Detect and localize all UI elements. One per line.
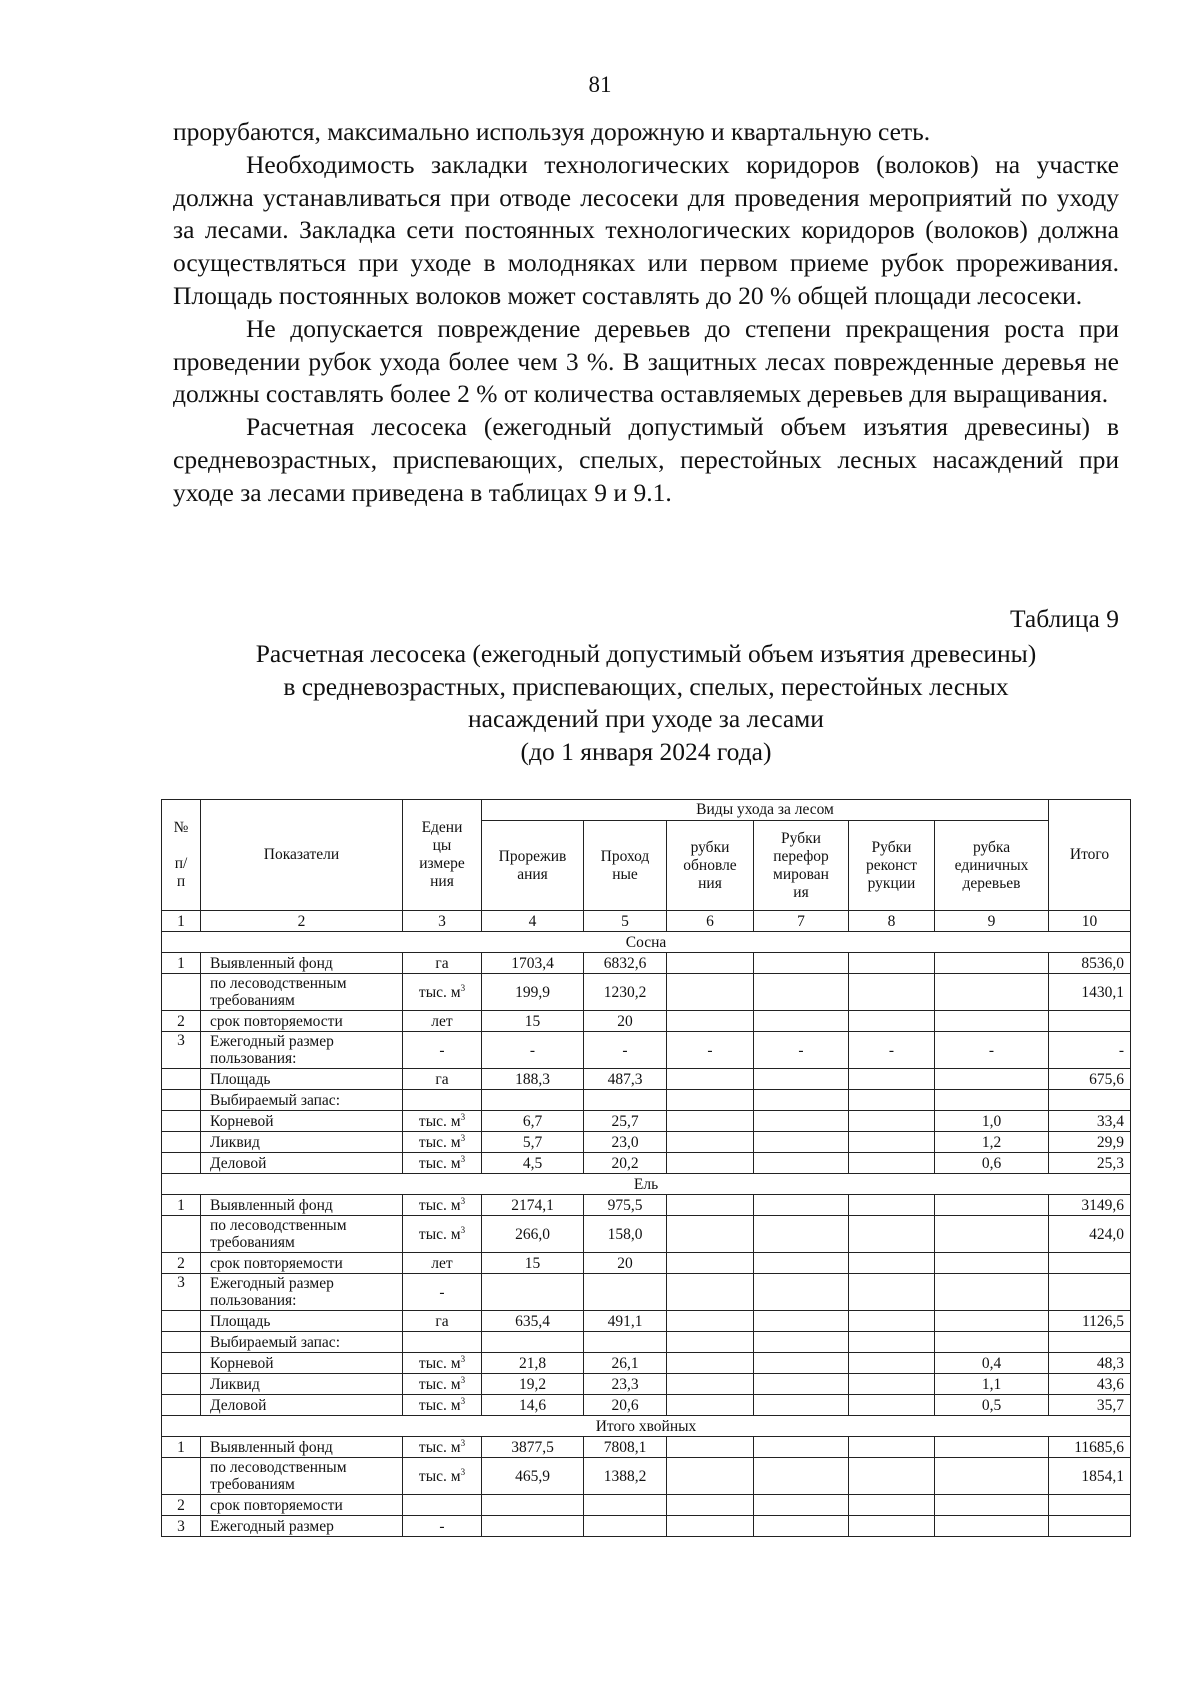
table-cell xyxy=(667,1195,754,1216)
table-cell xyxy=(849,1374,935,1395)
page-number: 81 xyxy=(588,72,612,97)
table-cell: га xyxy=(403,1311,482,1332)
paragraph: Расчетная лесосека (ежегодный допустимый объем изъятия древесины) в средневозрастных, приспевающих, спелых, перестойных лесных насаждений при уходе за лесами приведена в таблицах 9 и 9.1. xyxy=(173,412,1119,507)
table-cell: 19,2 xyxy=(482,1374,584,1395)
paragraph: Необходимость закладки технологических коридоров (волоков) на участке должна устанавливаться при отводе лесосеки для проведения мероприятий по уходу за лесами. Закладка сети постоянных технологических коридоров (волоков) должна осуществляться при уходе в молодняках или первом приеме рубок прореживания. Площадь постоянных волоков может составлять до 20 % общей площади лесосеки. xyxy=(173,149,1119,310)
table-cell xyxy=(403,1090,482,1111)
column-number: 1 xyxy=(162,911,201,932)
table-cell xyxy=(667,1132,754,1153)
table-row xyxy=(162,1032,1131,1069)
table-cell xyxy=(667,1311,754,1332)
table-cell xyxy=(849,1111,935,1132)
column-number: 8 xyxy=(849,911,935,932)
header-type-single-tree: рубка единичных деревьев xyxy=(935,821,1049,911)
header-group: Виды ухода за лесом xyxy=(482,800,1049,821)
table-cell xyxy=(1049,1274,1131,1311)
table-cell: тыс. $м^3$ xyxy=(403,1111,482,1132)
table-cell xyxy=(849,1458,935,1495)
table-cell: Корневой xyxy=(201,1111,403,1132)
table-cell xyxy=(482,1332,584,1353)
table-cell: тыс. $м^3$ xyxy=(403,1437,482,1458)
table-cell: Ежегодный размер xyxy=(201,1516,403,1537)
table-cell: 20,2 xyxy=(584,1153,667,1174)
table-cell: Деловой xyxy=(201,1395,403,1416)
table-cell xyxy=(849,1253,935,1274)
table-cell xyxy=(849,953,935,974)
data-table xyxy=(161,799,1131,1537)
paragraph: прорубаются, максимально используя дорожную и квартальную сеть. xyxy=(173,117,931,146)
table-row xyxy=(162,1253,1131,1274)
table-cell xyxy=(935,1253,1049,1274)
table-cell xyxy=(754,974,849,1011)
table-cell xyxy=(162,1090,201,1111)
table-cell xyxy=(1049,1090,1131,1111)
table-cell: 1 xyxy=(162,1195,201,1216)
table-cell xyxy=(849,1069,935,1090)
table-cell xyxy=(162,1153,201,1174)
table-cell: тыс. $м^3$ xyxy=(403,1395,482,1416)
table-cell xyxy=(754,1458,849,1495)
table-cell: срок повторяемости xyxy=(201,1253,403,1274)
table-cell xyxy=(849,1274,935,1311)
table-cell xyxy=(667,953,754,974)
table-cell: 3 xyxy=(162,1274,201,1311)
table-cell xyxy=(584,1495,667,1516)
header-total: Итого xyxy=(1049,800,1131,911)
table-cell xyxy=(667,1395,754,1416)
table-cell xyxy=(667,1274,754,1311)
table-row xyxy=(162,1153,1131,1174)
table-cell: 35,7 xyxy=(1049,1395,1131,1416)
table-cell: 424,0 xyxy=(1049,1216,1131,1253)
table-cell: по лесоводственным требованиям xyxy=(201,1216,403,1253)
table-cell: 6832,6 xyxy=(584,953,667,974)
table-cell: лет xyxy=(403,1253,482,1274)
table-cell xyxy=(754,1437,849,1458)
column-number: 5 xyxy=(584,911,667,932)
paragraph: Не допускается повреждение деревьев до степени прекращения роста при проведении рубок ухода более чем 3 %. В защитных лесах поврежденные деревья не должны составлять более 2 % от количества оставляемых деревьев для выращивания. xyxy=(173,313,1119,409)
table-cell xyxy=(1049,1332,1131,1353)
table-title xyxy=(173,638,1119,768)
table-cell: 15 xyxy=(482,1011,584,1032)
table-cell: - xyxy=(403,1032,482,1069)
table-cell xyxy=(849,1311,935,1332)
table-cell xyxy=(667,1111,754,1132)
table-cell xyxy=(667,1090,754,1111)
table-cell xyxy=(584,1274,667,1311)
table-cell: Выявленный фонд xyxy=(201,1195,403,1216)
table-title-line: (до 1 января 2024 года) xyxy=(520,736,772,766)
table-row xyxy=(162,1216,1131,1253)
table-cell: - xyxy=(482,1032,584,1069)
table-label: Таблица 9 xyxy=(1009,604,1119,633)
table-cell: Ликвид xyxy=(201,1132,403,1153)
table-cell: 487,3 xyxy=(584,1069,667,1090)
section-title: Итого хвойных xyxy=(162,1416,1131,1437)
table-cell: 29,9 xyxy=(1049,1132,1131,1153)
table-cell: га xyxy=(403,1069,482,1090)
table-cell xyxy=(754,953,849,974)
table-cell: 1126,5 xyxy=(1049,1311,1131,1332)
table-cell xyxy=(935,1090,1049,1111)
table-row xyxy=(162,1111,1131,1132)
table-cell xyxy=(754,1332,849,1353)
table-cell: га xyxy=(403,953,482,974)
table-cell xyxy=(935,1516,1049,1537)
table-row xyxy=(162,1495,1131,1516)
table-cell: 0,5 xyxy=(935,1395,1049,1416)
column-number-row xyxy=(162,911,1131,932)
table-cell: 2 xyxy=(162,1495,201,1516)
table-cell: - xyxy=(754,1032,849,1069)
table-cell: 635,4 xyxy=(482,1311,584,1332)
table-cell xyxy=(667,1516,754,1537)
table-row xyxy=(162,1374,1131,1395)
table-cell xyxy=(754,1132,849,1153)
table-cell: 25,3 xyxy=(1049,1153,1131,1174)
table-row xyxy=(162,1195,1131,1216)
table-cell: - xyxy=(667,1032,754,1069)
table-cell xyxy=(935,1216,1049,1253)
table-cell xyxy=(162,1216,201,1253)
column-number: 9 xyxy=(935,911,1049,932)
column-number: 7 xyxy=(754,911,849,932)
table-cell: 20,6 xyxy=(584,1395,667,1416)
table-row xyxy=(162,1274,1131,1311)
table-cell: 1388,2 xyxy=(584,1458,667,1495)
table-cell: 188,3 xyxy=(482,1069,584,1090)
table-cell: срок повторяемости xyxy=(201,1011,403,1032)
table-cell: тыс. $м^3$ xyxy=(403,974,482,1011)
table-cell xyxy=(754,1090,849,1111)
table-row xyxy=(162,1090,1131,1111)
table-row xyxy=(162,1132,1131,1153)
table-cell xyxy=(849,1395,935,1416)
table-cell: тыс. $м^3$ xyxy=(403,1353,482,1374)
table-cell: Ежегодный размер пользования: xyxy=(201,1274,403,1311)
table-cell: тыс. $м^3$ xyxy=(403,1216,482,1253)
header-unit: Едени цы измере ния xyxy=(403,800,482,911)
table-cell xyxy=(849,1516,935,1537)
body-text xyxy=(173,116,1119,510)
table-cell xyxy=(162,1069,201,1090)
table-cell: тыс. $м^3$ xyxy=(403,1458,482,1495)
table-cell: 23,0 xyxy=(584,1132,667,1153)
table-cell: 975,5 xyxy=(584,1195,667,1216)
table-cell xyxy=(162,1374,201,1395)
table-cell xyxy=(162,1458,201,1495)
table-cell xyxy=(1049,1516,1131,1537)
table-title-line: в средневозрастных, приспевающих, спелых, перестойных лесных xyxy=(283,671,1009,701)
table-cell: 491,1 xyxy=(584,1311,667,1332)
table-cell: Выбираемый запас: xyxy=(201,1090,403,1111)
column-number: 6 xyxy=(667,911,754,932)
table-row xyxy=(162,974,1131,1011)
table-header-row xyxy=(162,800,1131,821)
table-row xyxy=(162,1516,1131,1537)
header-num: № п/ п xyxy=(162,800,201,911)
table-cell: 1,1 xyxy=(935,1374,1049,1395)
table-title-line: Расчетная лесосека (ежегодный допустимый объем изъятия древесины) xyxy=(255,639,1037,668)
table-cell: Ежегодный размер пользования: xyxy=(201,1032,403,1069)
table-cell xyxy=(849,1195,935,1216)
table-cell xyxy=(935,1458,1049,1495)
header-type-thinning: Прорежив ания xyxy=(482,821,584,911)
table-cell xyxy=(1049,1011,1131,1032)
table-cell: - xyxy=(403,1274,482,1311)
table-cell: 675,6 xyxy=(1049,1069,1131,1090)
table-cell xyxy=(754,1216,849,1253)
table-cell: Выявленный фонд xyxy=(201,953,403,974)
header-indicator: Показатели xyxy=(201,800,403,911)
table-cell: Выбираемый запас: xyxy=(201,1332,403,1353)
table-cell: Площадь xyxy=(201,1311,403,1332)
table-cell: 26,1 xyxy=(584,1353,667,1374)
table-cell xyxy=(754,1374,849,1395)
table-cell: - xyxy=(584,1032,667,1069)
section-row xyxy=(162,932,1131,953)
table-cell xyxy=(754,1495,849,1516)
table-cell xyxy=(754,1395,849,1416)
table-cell: 14,6 xyxy=(482,1395,584,1416)
table-cell xyxy=(584,1516,667,1537)
table-cell xyxy=(667,1353,754,1374)
table-cell xyxy=(667,1437,754,1458)
table-cell xyxy=(849,1353,935,1374)
table-cell: 21,8 xyxy=(482,1353,584,1374)
table-cell xyxy=(754,1153,849,1174)
table-cell: по лесоводственным требованиям xyxy=(201,974,403,1011)
table-cell xyxy=(584,1090,667,1111)
table-cell xyxy=(849,1495,935,1516)
table-cell: 25,7 xyxy=(584,1111,667,1132)
table-row xyxy=(162,953,1131,974)
table-cell xyxy=(849,1090,935,1111)
table-cell xyxy=(849,1153,935,1174)
table-cell xyxy=(667,1216,754,1253)
table-cell: 158,0 xyxy=(584,1216,667,1253)
table-cell xyxy=(754,1516,849,1537)
table-cell xyxy=(849,974,935,1011)
table-cell: 2 xyxy=(162,1253,201,1274)
section-row xyxy=(162,1174,1131,1195)
table-cell xyxy=(667,1069,754,1090)
table-row xyxy=(162,1437,1131,1458)
table-cell: 43,6 xyxy=(1049,1374,1131,1395)
table-cell: - xyxy=(403,1516,482,1537)
table-title-line: насаждений при уходе за лесами xyxy=(468,704,824,733)
table-cell xyxy=(849,1332,935,1353)
table-cell: 20 xyxy=(584,1011,667,1032)
table-cell: Выявленный фонд xyxy=(201,1437,403,1458)
table-cell: 1703,4 xyxy=(482,953,584,974)
table-row xyxy=(162,1332,1131,1353)
table-cell: - xyxy=(849,1032,935,1069)
table-cell xyxy=(162,974,201,1011)
table-cell xyxy=(935,974,1049,1011)
table-cell xyxy=(667,1011,754,1032)
table-cell: 465,9 xyxy=(482,1458,584,1495)
table-cell xyxy=(849,1011,935,1032)
table-cell: Корневой xyxy=(201,1353,403,1374)
table-cell xyxy=(667,1332,754,1353)
table-row xyxy=(162,1069,1131,1090)
table-cell: 1,2 xyxy=(935,1132,1049,1153)
table-cell xyxy=(754,1253,849,1274)
table-cell xyxy=(162,1311,201,1332)
table-cell xyxy=(667,1495,754,1516)
table-cell: 5,7 xyxy=(482,1132,584,1153)
table-cell: 48,3 xyxy=(1049,1353,1131,1374)
table-cell xyxy=(935,1495,1049,1516)
table-cell: 0,4 xyxy=(935,1353,1049,1374)
header-type-renewal: рубки обновле ния xyxy=(667,821,754,911)
table-cell: 3 xyxy=(162,1516,201,1537)
table-cell xyxy=(162,1353,201,1374)
table-cell: Деловой xyxy=(201,1153,403,1174)
table-row xyxy=(162,1353,1131,1374)
table-cell xyxy=(935,1195,1049,1216)
table-cell: 1430,1 xyxy=(1049,974,1131,1011)
table-cell xyxy=(754,1111,849,1132)
table-cell xyxy=(1049,1253,1131,1274)
table-cell: 23,3 xyxy=(584,1374,667,1395)
table-cell xyxy=(584,1332,667,1353)
table-cell xyxy=(754,1069,849,1090)
table-cell xyxy=(935,1437,1049,1458)
table-cell: 266,0 xyxy=(482,1216,584,1253)
table-cell xyxy=(1049,1495,1131,1516)
table-cell xyxy=(162,1111,201,1132)
table-cell: 3149,6 xyxy=(1049,1195,1131,1216)
table-cell: 33,4 xyxy=(1049,1111,1131,1132)
table-cell xyxy=(935,1011,1049,1032)
table-cell: 4,5 xyxy=(482,1153,584,1174)
table-row xyxy=(162,1011,1131,1032)
table-cell xyxy=(667,1374,754,1395)
table-cell: 3 xyxy=(162,1032,201,1069)
table-cell xyxy=(482,1090,584,1111)
section-title: Ель xyxy=(162,1174,1131,1195)
header-type-passage: Проход ные xyxy=(584,821,667,911)
table-cell xyxy=(754,1011,849,1032)
table-cell xyxy=(403,1332,482,1353)
table-cell: 3877,5 xyxy=(482,1437,584,1458)
table-cell xyxy=(667,1153,754,1174)
table-cell xyxy=(935,1311,1049,1332)
column-number: 10 xyxy=(1049,911,1131,932)
table-cell: 0,6 xyxy=(935,1153,1049,1174)
table-cell: Площадь xyxy=(201,1069,403,1090)
table-cell: 6,7 xyxy=(482,1111,584,1132)
table-row xyxy=(162,1458,1131,1495)
table-cell: тыс. $м^3$ xyxy=(403,1195,482,1216)
table-cell xyxy=(482,1274,584,1311)
table-cell: 1230,2 xyxy=(584,974,667,1011)
table-cell: - xyxy=(1049,1032,1131,1069)
table-cell: 1854,1 xyxy=(1049,1458,1131,1495)
table-cell xyxy=(935,1274,1049,1311)
table-cell xyxy=(849,1216,935,1253)
table-cell: 11685,6 xyxy=(1049,1437,1131,1458)
table-cell xyxy=(667,1458,754,1495)
table-cell: 2 xyxy=(162,1011,201,1032)
table-cell xyxy=(162,1132,201,1153)
table-cell xyxy=(754,1274,849,1311)
table-cell: 20 xyxy=(584,1253,667,1274)
table-cell xyxy=(935,1069,1049,1090)
column-number: 4 xyxy=(482,911,584,932)
table-cell: 7808,1 xyxy=(584,1437,667,1458)
table-cell: 8536,0 xyxy=(1049,953,1131,974)
table-cell xyxy=(667,974,754,1011)
table-cell xyxy=(849,1437,935,1458)
table-cell: 1 xyxy=(162,953,201,974)
table-cell: тыс. $м^3$ xyxy=(403,1132,482,1153)
table-cell: тыс. $м^3$ xyxy=(403,1153,482,1174)
table-row xyxy=(162,1395,1131,1416)
column-number: 2 xyxy=(201,911,403,932)
table-cell xyxy=(162,1332,201,1353)
table-cell xyxy=(935,953,1049,974)
table-cell xyxy=(403,1495,482,1516)
table-cell: срок повторяемости xyxy=(201,1495,403,1516)
table-cell: 1,0 xyxy=(935,1111,1049,1132)
table-cell xyxy=(162,1395,201,1416)
column-number: 3 xyxy=(403,911,482,932)
header-type-reconstruction: Рубки реконст рукции xyxy=(849,821,935,911)
table-cell: Ликвид xyxy=(201,1374,403,1395)
table-cell: 15 xyxy=(482,1253,584,1274)
table-cell xyxy=(849,1132,935,1153)
table-cell: лет xyxy=(403,1011,482,1032)
table-row xyxy=(162,1311,1131,1332)
table-cell: 199,9 xyxy=(482,974,584,1011)
table-cell xyxy=(482,1495,584,1516)
table-cell xyxy=(482,1516,584,1537)
table-cell: 2174,1 xyxy=(482,1195,584,1216)
table-cell xyxy=(667,1253,754,1274)
table-cell: 1 xyxy=(162,1437,201,1458)
table-cell xyxy=(935,1332,1049,1353)
table-cell: - xyxy=(935,1032,1049,1069)
table-cell: тыс. $м^3$ xyxy=(403,1374,482,1395)
header-type-reformation: Рубки перефор мирован ия xyxy=(754,821,849,911)
table-cell xyxy=(754,1311,849,1332)
table-cell: по лесоводственным требованиям xyxy=(201,1458,403,1495)
table-cell xyxy=(754,1195,849,1216)
section-row xyxy=(162,1416,1131,1437)
table-cell xyxy=(754,1353,849,1374)
section-title: Сосна xyxy=(162,932,1131,953)
